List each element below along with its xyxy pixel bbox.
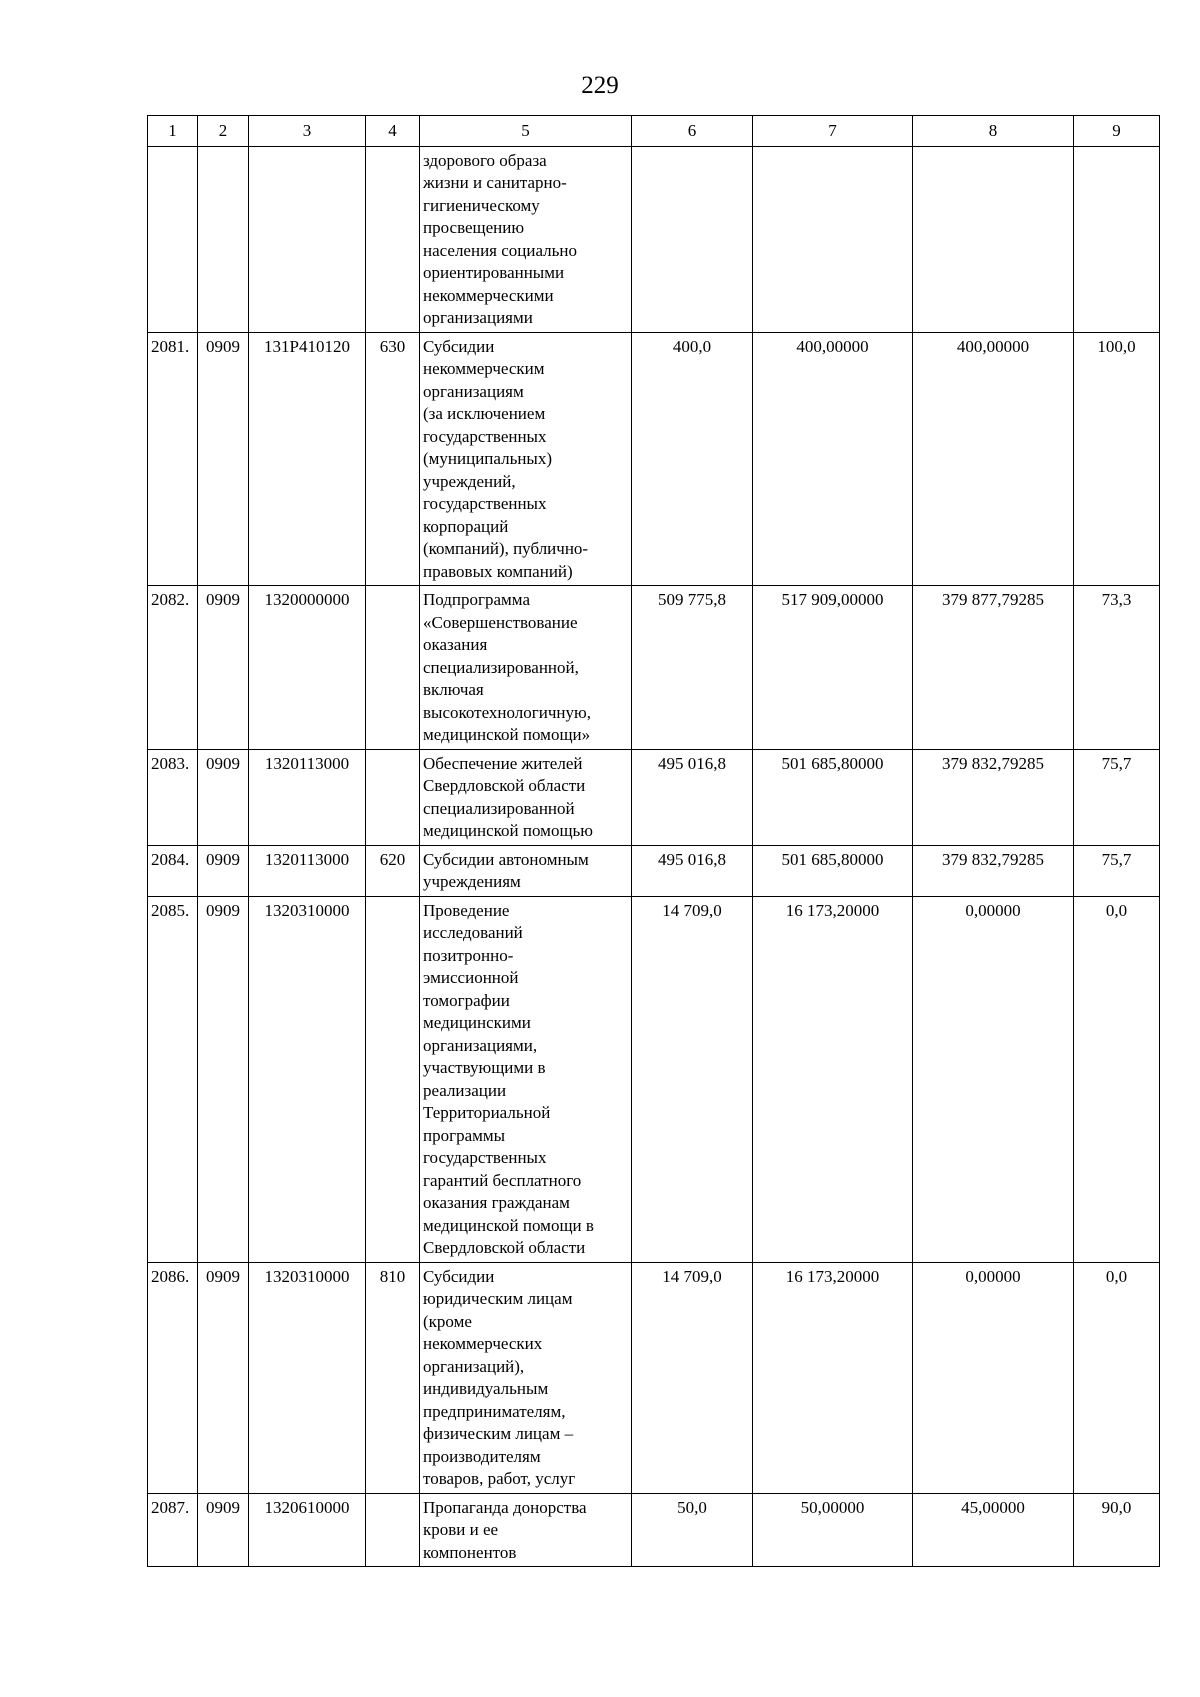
target-code: [249, 146, 366, 332]
expense-type: 810: [366, 1262, 420, 1493]
budget-table: [147, 115, 1160, 1567]
header-col-6: 6: [632, 116, 753, 147]
item-name-cell: [420, 896, 632, 1262]
section-code: 0909: [198, 896, 249, 1262]
item-name: Субсидии некоммерческим организациям (за исключением государственных (муниципальных) учреждений, государственных корпораций (компаний), публично- правовых компаний): [423, 336, 589, 581]
execution-percent: 0,0: [1074, 896, 1160, 1262]
header-col-3: 3: [249, 116, 366, 147]
refined-amount: 50,00000: [753, 1493, 913, 1567]
refined-amount: 501 685,80000: [753, 845, 913, 896]
item-name: Субсидии юридическим лицам (кроме некоммерческих организаций), индивидуальным предпринимателям, физическим лицам – производителям товаров, работ, услуг: [423, 1266, 576, 1488]
item-name-cell: [420, 332, 632, 586]
target-code: 1320310000: [249, 896, 366, 1262]
approved-amount: 50,0: [632, 1493, 753, 1567]
header-col-2: 2: [198, 116, 249, 147]
approved-amount: 14 709,0: [632, 896, 753, 1262]
row-number: 2082.: [148, 586, 198, 750]
execution-percent: 90,0: [1074, 1493, 1160, 1567]
row-number: [148, 146, 198, 332]
section-code: 0909: [198, 586, 249, 750]
executed-amount: 45,00000: [913, 1493, 1074, 1567]
section-code: 0909: [198, 332, 249, 586]
section-code: 0909: [198, 749, 249, 845]
approved-amount: 509 775,8: [632, 586, 753, 750]
header-col-8: 8: [913, 116, 1074, 147]
approved-amount: [632, 146, 753, 332]
executed-amount: 400,00000: [913, 332, 1074, 586]
refined-amount: 400,00000: [753, 332, 913, 586]
item-name-cell: [420, 1493, 632, 1567]
table-row: [148, 146, 1160, 332]
target-code: 1320113000: [249, 845, 366, 896]
expense-type: [366, 146, 420, 332]
execution-percent: [1074, 146, 1160, 332]
item-name-cell: [420, 146, 632, 332]
approved-amount: 495 016,8: [632, 845, 753, 896]
refined-amount: 517 909,00000: [753, 586, 913, 750]
refined-amount: 16 173,20000: [753, 896, 913, 1262]
execution-percent: 75,7: [1074, 845, 1160, 896]
expense-type: 620: [366, 845, 420, 896]
expense-type: [366, 896, 420, 1262]
expense-type: [366, 586, 420, 750]
item-name: Пропаганда донорства крови и ее компонентов: [423, 1497, 587, 1562]
execution-percent: 0,0: [1074, 1262, 1160, 1493]
table-row: [148, 586, 1160, 750]
section-code: [198, 146, 249, 332]
table-row: [148, 896, 1160, 1262]
row-number: 2085.: [148, 896, 198, 1262]
row-number: 2083.: [148, 749, 198, 845]
section-code: 0909: [198, 845, 249, 896]
execution-percent: 73,3: [1074, 586, 1160, 750]
row-number: 2087.: [148, 1493, 198, 1567]
page-number: 229: [581, 72, 619, 99]
executed-amount: 379 832,79285: [913, 845, 1074, 896]
item-name: Подпрограмма «Совершенствование оказания специализированной, включая высокотехнологичную, медицинской помощи»: [423, 590, 591, 744]
target-code: 1320113000: [249, 749, 366, 845]
target-code: 1320000000: [249, 586, 366, 750]
approved-amount: 14 709,0: [632, 1262, 753, 1493]
expense-type: [366, 1493, 420, 1567]
refined-amount: [753, 146, 913, 332]
executed-amount: 0,00000: [913, 896, 1074, 1262]
target-code: 1320310000: [249, 1262, 366, 1493]
header-col-4: 4: [366, 116, 420, 147]
item-name-cell: [420, 1262, 632, 1493]
table-row: [148, 845, 1160, 896]
table-row: [148, 332, 1160, 586]
item-name-cell: [420, 845, 632, 896]
executed-amount: 379 832,79285: [913, 749, 1074, 845]
refined-amount: 16 173,20000: [753, 1262, 913, 1493]
item-name: Проведение исследований позитронно- эмиссионной томографии медицинскими организациями, участвующими в реализации Территориальной программы государственных гарантий бесплатного оказания гражданам медицинской помощи в Свердловской области: [423, 900, 594, 1257]
target-code: 131P410120: [249, 332, 366, 586]
target-code: 1320610000: [249, 1493, 366, 1567]
execution-percent: 75,7: [1074, 749, 1160, 845]
table-row: [148, 749, 1160, 845]
executed-amount: 379 877,79285: [913, 586, 1074, 750]
table-row: [148, 1262, 1160, 1493]
header-row: [148, 116, 1160, 147]
row-number: 2086.: [148, 1262, 198, 1493]
execution-percent: 100,0: [1074, 332, 1160, 586]
expense-type: [366, 749, 420, 845]
refined-amount: 501 685,80000: [753, 749, 913, 845]
section-code: 0909: [198, 1493, 249, 1567]
item-name: здорового образа жизни и санитарно- гигиеническому просвещению населения социально ориентированными некоммерческими организациями: [423, 150, 578, 327]
header-col-7: 7: [753, 116, 913, 147]
item-name: Субсидии автономным учреждениям: [423, 849, 589, 891]
header-col-5: 5: [420, 116, 632, 147]
executed-amount: 0,00000: [913, 1262, 1074, 1493]
row-number: 2081.: [148, 332, 198, 586]
section-code: 0909: [198, 1262, 249, 1493]
table-row: [148, 1493, 1160, 1567]
item-name-cell: [420, 586, 632, 750]
item-name: Обеспечение жителей Свердловской области специализированной медицинской помощью: [423, 753, 593, 840]
item-name-cell: [420, 749, 632, 845]
executed-amount: [913, 146, 1074, 332]
approved-amount: 400,0: [632, 332, 753, 586]
header-col-1: 1: [148, 116, 198, 147]
approved-amount: 495 016,8: [632, 749, 753, 845]
row-number: 2084.: [148, 845, 198, 896]
header-col-9: 9: [1074, 116, 1160, 147]
expense-type: 630: [366, 332, 420, 586]
